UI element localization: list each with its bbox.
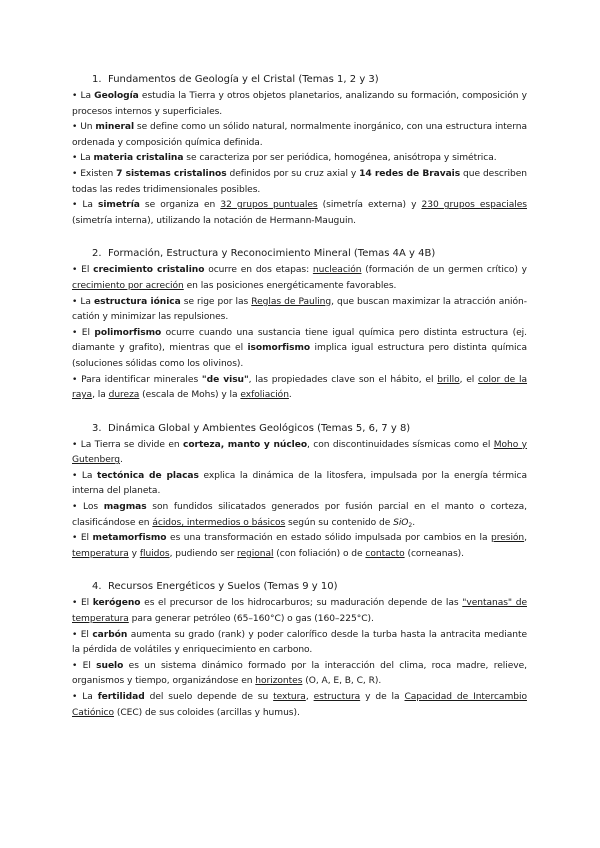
text-run: , que buscan maximizar la atracción anión-catión y minimizar las repulsiones. [72,296,527,323]
section-number: 4. [92,581,102,593]
underlined-term: 32 grupos puntuales [220,200,318,211]
bullet-paragraph [72,438,527,469]
underlined-term: exfoliación [240,390,289,401]
underlined-term: color de la raya [72,374,528,401]
text-run: • La [72,296,94,307]
text-run: ocurre cuando una sustancia tiene igual química pero distinta estructura (ej. diamante y grafito), mientras que el [72,327,528,354]
bullet-paragraph [72,628,527,659]
text-run: aumenta su grado (rank) y poder calorífico desde la turba hasta la antracita mediante la pérdida de volátiles y enriquecimiento en carbono. [72,629,528,656]
text-run: • El [72,265,94,276]
bullet-paragraph [72,659,527,690]
text-run: (corneanas). [404,548,464,559]
bullet-paragraph [72,120,527,151]
underlined-term: Reglas de Pauling [251,296,332,307]
text-run: (con foliación) o de [273,548,366,559]
section [72,579,527,721]
text-run: (escala de Mohs) y la [139,390,241,401]
subscript-text: 2 [408,521,413,529]
bold-term: fertilidad [97,692,145,702]
text-run: son fundidos silicatados generados por fusión parcial en el manto o corteza, clasificándose en [72,502,527,528]
text-run: • La [72,200,98,211]
section-heading [72,246,527,261]
text-run: • La [72,692,98,702]
bullet-paragraph [72,373,527,404]
bullet-paragraph [72,167,527,198]
section [72,72,527,229]
section-number: 2. [92,248,102,260]
bullet-paragraph [72,198,527,229]
bullet-paragraph [72,690,527,721]
section [72,421,527,563]
text-run: • La [72,470,98,481]
bullet-paragraph [72,295,527,326]
underlined-term: dureza [108,390,140,401]
text-run: • La [72,91,95,101]
bold-term: carbón [92,629,128,640]
text-run: (O, A, E, B, C, R). [302,676,382,687]
bold-term: corteza, manto y núcleo [183,439,308,450]
text-run: definidos por su cruz axial y [226,168,360,179]
text-run: (simetría interna), utilizando la notación de Hermann-Mauguin. [72,215,357,226]
text-run: se define como un sólido natural, normalmente inorgánico, con una estructura interna ordenada y composición química definida. [72,122,527,148]
text-run: es un sistema dinámico formado por la interacción del clima, roca madre, relieve, organismos y tiempo, organizándose en [72,660,527,687]
text-run: , la [92,390,109,401]
text-run: ocurre en dos etapas: [204,265,313,276]
text-run: , [305,692,314,702]
text-run: • Los [72,502,104,513]
text-run: • El [72,629,93,640]
bullet-paragraph [72,89,527,120]
underlined-term: nucleación [312,265,362,276]
underlined-term: regional [236,548,274,559]
section-heading [72,579,527,594]
bold-term: simetría [98,200,140,211]
text-run: , las propiedades clave son el hábito, el [248,374,438,385]
text-run: , pudiendo ser [169,548,237,559]
text-run: en las posiciones energéticamente favorables. [183,280,397,291]
text-run: • El [72,533,93,544]
section-title: Formación, Estructura y Reconocimiento Mineral (Temas 4A y 4B) [108,248,436,260]
section-number: 1. [92,74,102,85]
text-run: se organiza en [139,200,221,211]
bullet-paragraph [72,263,527,294]
bold-term: "de visu" [201,374,249,385]
text-run: se caracteriza por ser periódica, homogénea, anisótropa y simétrica. [183,153,497,164]
text-run: • Existen [72,168,117,179]
text-run: , el [459,374,479,385]
bold-term: estructura iónica [93,296,181,307]
section-title: Dinámica Global y Ambientes Geológicos (Temas 5, 6, 7 y 8) [108,422,411,434]
underlined-term: 230 grupos espaciales [421,200,527,211]
text-run: (formación de un germen crítico) y [361,265,527,276]
bullet-paragraph [72,151,527,167]
text-run: . [412,517,416,528]
bullet-paragraph [72,531,527,562]
bold-term: mineral [95,122,135,133]
text-run: (simetría externa) y [317,200,422,211]
bullet-paragraph [72,596,527,627]
underlined-term: fluidos [139,548,170,559]
section-title: Fundamentos de Geología y el Cristal (Temas 1, 2 y 3) [108,74,379,85]
document-body [72,72,527,721]
section-heading [72,72,527,87]
text-run: • El [72,660,97,671]
bold-term: Geología [94,91,139,101]
underlined-term: estructura [313,692,361,702]
text-run: , con discontinuidades sísmicas como el [307,439,494,450]
underlined-term: ácidos, intermedios o básicos [152,517,286,528]
text-run: • El [72,598,93,609]
text-run: según su contenido de [285,517,394,528]
underlined-term: horizontes [255,676,303,687]
bold-term: materia cristalina [93,153,184,164]
bold-term: crecimiento cristalino [93,265,205,276]
text-run: . [120,455,123,466]
bold-term: kerógeno [92,598,141,609]
section-number: 3. [92,422,102,434]
bold-term: suelo [96,660,124,671]
text-run: • Un [72,122,96,133]
bold-term: metamorfismo [92,533,167,544]
bullet-paragraph [72,326,527,373]
underlined-term: Capacidad de Intercambio Catiónico [72,692,527,718]
text-run: , [524,533,527,544]
text-run: que describen todas las redes tridimensionales posibles. [72,168,527,195]
underlined-term: crecimiento por acreción [72,280,184,291]
underlined-term: temperatura [72,548,129,559]
text-run: implica igual estructura pero distinta química (soluciones sólidas como los olivinos). [72,343,527,369]
text-run: y de la [360,692,405,702]
section [72,246,527,403]
text-run: y [128,548,140,559]
bold-term: isomorfismo [247,343,311,354]
text-run: para generar petróleo (65–160°C) o gas (160–225°C). [128,614,374,625]
bullet-paragraph [72,469,527,500]
underlined-term: brillo [437,374,460,385]
underlined-term: "ventanas" de temperatura [72,598,527,625]
section-heading [72,421,527,436]
underlined-term: textura [273,692,306,702]
text-run: • La [72,153,94,164]
italic-formula: SiO [393,517,409,528]
bold-term: 7 sistemas cristalinos [116,168,227,179]
bullet-paragraph [72,500,527,531]
text-run: es una transformación en estado sólido impulsada por cambios en la [166,533,491,544]
text-run: explica la dinámica de la litosfera, impulsada por la energía térmica interna del planeta. [72,470,527,497]
underlined-term: contacto [365,548,405,559]
text-run: es el precursor de los hidrocarburos; su maduración depende de las [140,598,463,609]
text-run: • El [72,327,95,338]
bold-term: tectónica de placas [97,470,199,481]
text-run: • La Tierra se divide en [72,439,184,450]
text-run: del suelo depende de su [144,692,274,702]
bold-term: magmas [103,502,147,513]
bold-term: polimorfismo [94,327,162,338]
text-run: estudia la Tierra y otros objetos planetarios, analizando su formación, composición y procesos internos y superficiales. [72,91,527,117]
bold-term: 14 redes de Bravais [359,168,461,179]
underlined-term: Moho y Gutenberg [72,439,528,466]
section-title: Recursos Energéticos y Suelos (Temas 9 y 10) [108,581,338,593]
text-run: • Para identificar minerales [72,374,202,385]
text-run: . [288,390,292,401]
text-run: (CEC) de sus coloides (arcillas y humus). [113,707,300,718]
underlined-term: presión [491,533,525,544]
text-run: se rige por las [180,296,252,307]
